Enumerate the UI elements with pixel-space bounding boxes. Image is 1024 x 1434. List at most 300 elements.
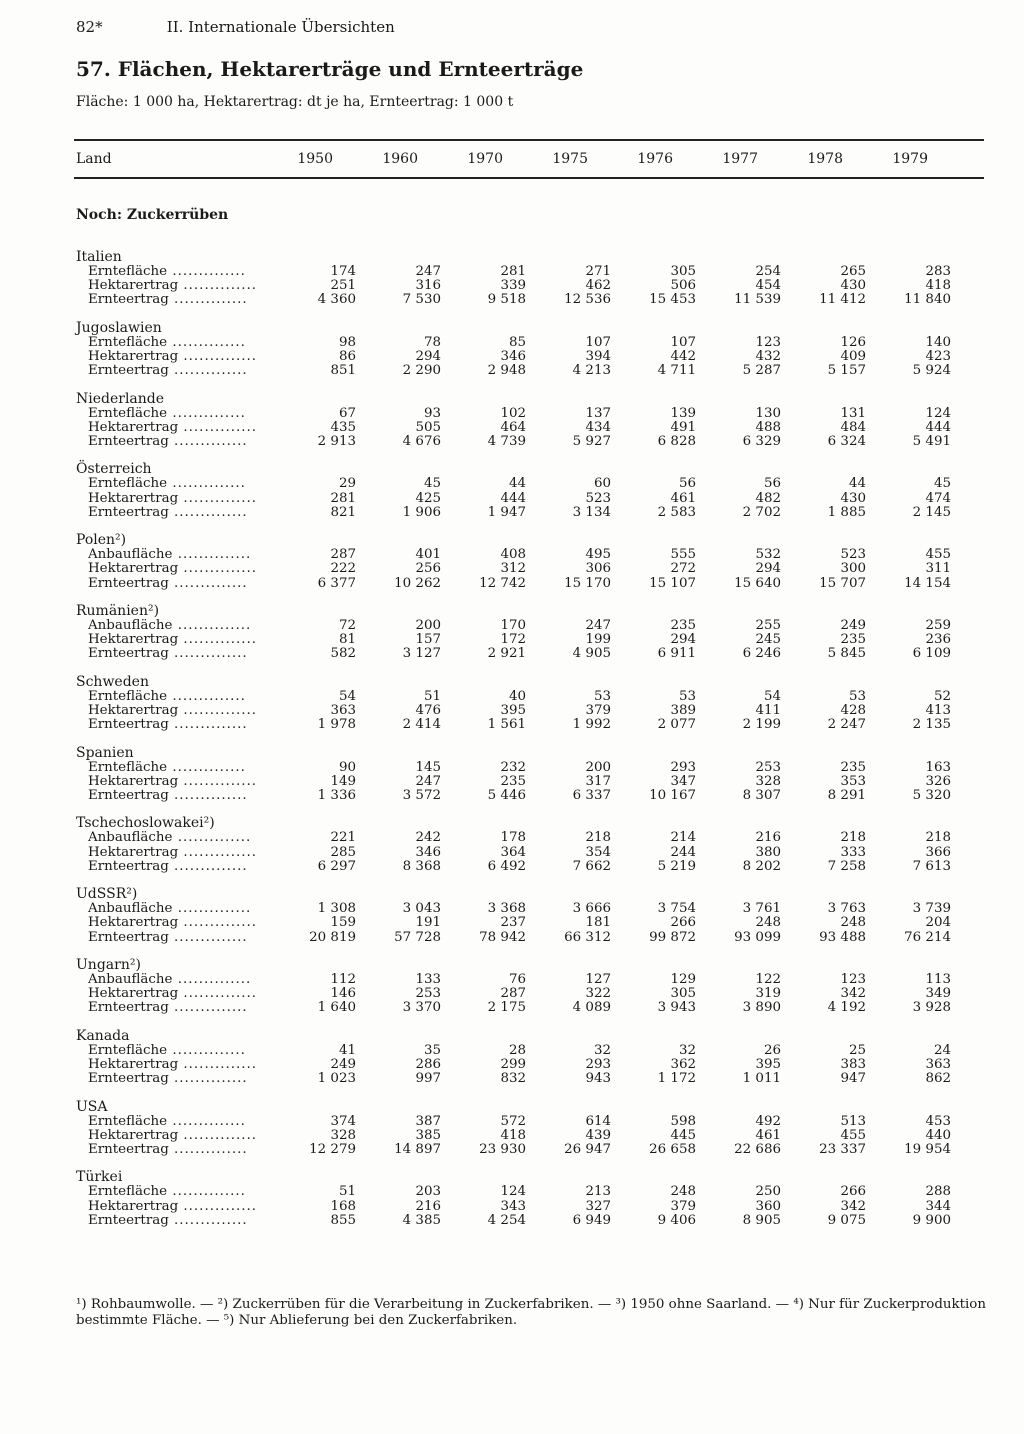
table-cell: 45 <box>423 476 441 492</box>
table-cell: 8 202 <box>742 858 781 874</box>
row-label <box>76 407 282 421</box>
table-cell: 2 583 <box>657 504 696 520</box>
year-header: 1960 <box>382 151 418 167</box>
row-label-text: Hektarertrag <box>88 279 179 294</box>
table-cell: 476 <box>415 702 441 718</box>
table-cell: 491 <box>670 419 696 435</box>
table-cell: 389 <box>670 702 696 718</box>
table-cell: 455 <box>840 1127 866 1143</box>
table-cell: 10 167 <box>649 787 696 803</box>
table-row <box>76 1044 956 1058</box>
leader-dots: .............. <box>178 1199 258 1214</box>
leader-dots: .............. <box>168 788 248 803</box>
table-cell: 862 <box>925 1071 951 1087</box>
country-name: USA <box>76 1098 108 1115</box>
table-cell: 253 <box>755 759 781 775</box>
country-name: Rumänien²) <box>76 602 160 619</box>
table-cell: 248 <box>670 1184 696 1200</box>
country-name: Spanien <box>76 744 134 761</box>
table-cell: 85 <box>508 334 526 350</box>
table-cell: 248 <box>755 915 781 931</box>
table-cell: 488 <box>755 419 781 435</box>
table-cell: 506 <box>670 278 696 294</box>
footnote: ¹) Rohbaumwolle. — ²) Zuckerrüben für die Verarbeitung in Zuckerfabriken. — ³) 1950 ohne Saarland. — ⁴) Nur für Zuckerproduktion bestimmte Fläche. — ⁵) Nur Ablieferung bei den Zuckerfabriken. <box>76 1297 986 1328</box>
row-label-text: Hektarertrag <box>88 987 179 1002</box>
leader-dots: .............. <box>168 718 248 733</box>
row-label <box>76 293 282 307</box>
table-cell: 354 <box>585 844 611 860</box>
country-block <box>76 604 956 675</box>
table-cell: 326 <box>925 773 951 789</box>
country-name: Schweden <box>76 673 149 690</box>
table-cell: 163 <box>925 759 951 775</box>
leader-dots: .............. <box>178 774 258 789</box>
table-cell: 86 <box>338 348 356 364</box>
table-cell: 947 <box>840 1071 866 1087</box>
table-cell: 247 <box>415 773 441 789</box>
table-cell: 244 <box>670 844 696 860</box>
table-cell: 4 089 <box>572 1000 611 1016</box>
leader-dots: .............. <box>172 618 252 633</box>
leader-dots: .............. <box>172 972 252 987</box>
row-label-text: Hektarertrag <box>88 1199 179 1214</box>
country-name: Italien <box>76 249 122 265</box>
table-cell: 505 <box>415 419 441 435</box>
table-cell: 418 <box>500 1127 526 1143</box>
table-row <box>76 846 956 860</box>
table-cell: 12 742 <box>479 575 526 591</box>
table-cell: 482 <box>755 490 781 506</box>
table-row <box>76 492 956 506</box>
row-label-text: Anbaufläche <box>88 972 173 987</box>
row-label <box>76 562 282 576</box>
table-cell: 57 728 <box>394 929 441 945</box>
leader-dots: .............. <box>167 406 246 421</box>
row-label <box>76 931 282 945</box>
table-cell: 614 <box>585 1113 611 1129</box>
table-cell: 172 <box>500 632 526 648</box>
country-block <box>76 533 956 604</box>
table-cell: 191 <box>415 915 441 931</box>
table-cell: 2 921 <box>487 646 526 662</box>
row-label <box>76 492 282 506</box>
table-cell: 123 <box>840 971 866 987</box>
leader-dots: .............. <box>168 505 248 520</box>
row-label-text: Erntefläche <box>88 1185 168 1200</box>
table-cell: 237 <box>500 915 526 931</box>
table-cell: 102 <box>500 405 526 421</box>
row-label-text: Erntefläche <box>88 760 168 775</box>
table-cell: 4 360 <box>317 292 356 308</box>
country-name: Niederlande <box>76 390 165 407</box>
table-cell: 327 <box>585 1198 611 1214</box>
row-label <box>76 1200 282 1214</box>
table-cell: 8 905 <box>742 1212 781 1228</box>
row-label <box>76 506 282 520</box>
table-cell: 305 <box>670 264 696 279</box>
table-cell: 317 <box>585 773 611 789</box>
table-cell: 9 900 <box>912 1212 951 1228</box>
leader-dots: .............. <box>178 703 258 718</box>
table-cell: 218 <box>925 830 951 846</box>
leader-dots: .............. <box>168 1072 248 1087</box>
row-label-text: Ernteertrag <box>88 576 169 591</box>
table-cell: 107 <box>670 334 696 350</box>
table-cell: 218 <box>585 830 611 846</box>
table-cell: 5 219 <box>657 858 696 874</box>
table-cell: 76 <box>508 971 526 987</box>
table-cell: 464 <box>500 419 526 435</box>
country-block <box>76 250 956 321</box>
row-label-text: Anbaufläche <box>88 548 173 563</box>
table-row <box>76 902 956 916</box>
table-cell: 131 <box>840 405 866 421</box>
leader-dots: .............. <box>172 548 252 563</box>
row-label <box>76 690 282 704</box>
table-cell: 444 <box>925 419 951 435</box>
table-cell: 5 927 <box>572 433 611 449</box>
leader-dots: .............. <box>168 859 248 874</box>
leader-dots: .............. <box>178 491 258 506</box>
table-cell: 299 <box>500 1056 526 1072</box>
table-cell: 19 954 <box>904 1141 951 1157</box>
table-cell: 2 414 <box>402 717 441 733</box>
country-block <box>76 887 956 958</box>
leader-dots: .............. <box>167 477 246 492</box>
table-cell: 203 <box>415 1184 441 1200</box>
row-label-text: Hektarertrag <box>88 1128 179 1143</box>
table-cell: 15 707 <box>819 575 866 591</box>
table-cell: 300 <box>840 561 866 577</box>
data-table <box>76 250 956 1241</box>
table-cell: 56 <box>678 476 696 492</box>
table-cell: 29 <box>338 476 356 492</box>
table-cell: 2 948 <box>487 363 526 379</box>
table-cell: 5 320 <box>912 787 951 803</box>
row-label-text: Erntefläche <box>88 477 168 492</box>
table-cell: 253 <box>415 986 441 1002</box>
table-cell: 28 <box>508 1042 526 1058</box>
table-cell: 293 <box>585 1056 611 1072</box>
header-rule <box>74 177 984 179</box>
table-cell: 51 <box>423 688 441 704</box>
table-cell: 1 947 <box>487 504 526 520</box>
country-block <box>76 392 956 463</box>
table-cell: 513 <box>840 1113 866 1129</box>
table-cell: 401 <box>415 547 441 563</box>
row-label-text: Ernteertrag <box>88 718 169 733</box>
table-cell: 10 262 <box>394 575 441 591</box>
table-cell: 124 <box>500 1184 526 1200</box>
table-cell: 6 109 <box>912 646 951 662</box>
table-cell: 53 <box>678 688 696 704</box>
row-label <box>76 421 282 435</box>
row-label <box>76 973 282 987</box>
row-label <box>76 916 282 930</box>
table-cell: 4 192 <box>827 1000 866 1016</box>
table-row <box>76 562 956 576</box>
row-label <box>76 1115 282 1129</box>
table-cell: 26 658 <box>649 1141 696 1157</box>
row-label-text: Hektarertrag <box>88 916 179 931</box>
row-label <box>76 364 282 378</box>
table-cell: 444 <box>500 490 526 506</box>
table-cell: 3 763 <box>827 901 866 917</box>
table-cell: 3 943 <box>657 1000 696 1016</box>
table-cell: 7 613 <box>912 858 951 874</box>
row-label-text: Ernteertrag <box>88 859 169 874</box>
table-cell: 344 <box>925 1198 951 1214</box>
table-row <box>76 1072 956 1086</box>
table-cell: 40 <box>508 688 526 704</box>
table-cell: 454 <box>755 278 781 294</box>
table-cell: 283 <box>925 264 951 279</box>
table-cell: 2 247 <box>827 717 866 733</box>
table-cell: 140 <box>925 334 951 350</box>
row-label <box>76 1044 282 1058</box>
table-cell: 281 <box>500 264 526 279</box>
table-cell: 245 <box>755 632 781 648</box>
table-cell: 15 640 <box>734 575 781 591</box>
table-cell: 2 702 <box>742 504 781 520</box>
table-cell: 9 406 <box>657 1212 696 1228</box>
row-label <box>76 577 282 591</box>
table-cell: 32 <box>678 1042 696 1058</box>
row-label <box>76 1214 282 1228</box>
table-cell: 44 <box>508 476 526 492</box>
table-cell: 418 <box>925 278 951 294</box>
country-name: Ungarn²) <box>76 956 141 973</box>
table-cell: 312 <box>500 561 526 577</box>
table-cell: 287 <box>330 547 356 563</box>
table-cell: 1 640 <box>317 1000 356 1016</box>
table-cell: 99 872 <box>649 929 696 945</box>
leader-dots: .............. <box>168 930 248 945</box>
table-cell: 78 942 <box>479 929 526 945</box>
row-label-text: Ernteertrag <box>88 1213 169 1228</box>
row-label-text: Anbaufläche <box>88 831 173 846</box>
leader-dots: .............. <box>167 1043 246 1058</box>
table-cell: 2 913 <box>317 433 356 449</box>
table-row <box>76 831 956 845</box>
table-cell: 204 <box>925 915 951 931</box>
table-cell: 6 492 <box>487 858 526 874</box>
table-cell: 855 <box>330 1212 356 1228</box>
table-cell: 439 <box>585 1127 611 1143</box>
row-label-text: Ernteertrag <box>88 293 169 308</box>
table-cell: 23 930 <box>479 1141 526 1157</box>
row-label-text: Ernteertrag <box>88 788 169 803</box>
table-cell: 997 <box>415 1071 441 1087</box>
leader-dots: .............. <box>178 349 258 364</box>
row-label <box>76 1072 282 1086</box>
table-cell: 93 488 <box>819 929 866 945</box>
table-row <box>76 931 956 945</box>
table-cell: 66 312 <box>564 929 611 945</box>
table-cell: 72 <box>338 617 356 633</box>
table-cell: 342 <box>840 986 866 1002</box>
leader-dots: .............. <box>168 293 248 308</box>
table-cell: 851 <box>330 363 356 379</box>
table-row <box>76 364 956 378</box>
table-cell: 322 <box>585 986 611 1002</box>
table-cell: 316 <box>415 278 441 294</box>
table-cell: 461 <box>755 1127 781 1143</box>
table-cell: 174 <box>330 264 356 279</box>
row-label-text: Erntefläche <box>88 1114 168 1129</box>
table-cell: 3 666 <box>572 901 611 917</box>
table-cell: 78 <box>423 334 441 350</box>
table-cell: 93 <box>423 405 441 421</box>
table-cell: 523 <box>840 547 866 563</box>
row-label-text: Hektarertrag <box>88 845 179 860</box>
leader-dots: .............. <box>168 647 248 662</box>
table-cell: 428 <box>840 702 866 718</box>
table-cell: 235 <box>840 632 866 648</box>
table-cell: 2 199 <box>742 717 781 733</box>
row-label <box>76 860 282 874</box>
table-cell: 6 949 <box>572 1212 611 1228</box>
table-cell: 366 <box>925 844 951 860</box>
table-cell: 7 662 <box>572 858 611 874</box>
table-cell: 159 <box>330 915 356 931</box>
table-cell: 293 <box>670 759 696 775</box>
row-label <box>76 718 282 732</box>
section-label: Noch: Zuckerrüben <box>76 207 229 223</box>
table-cell: 3 127 <box>402 646 441 662</box>
year-header: 1978 <box>807 151 843 167</box>
table-cell: 3 761 <box>742 901 781 917</box>
table-cell: 4 213 <box>572 363 611 379</box>
table-cell: 2 135 <box>912 717 951 733</box>
table-cell: 380 <box>755 844 781 860</box>
table-cell: 8 307 <box>742 787 781 803</box>
table-row <box>76 435 956 449</box>
table-cell: 133 <box>415 971 441 987</box>
table-cell: 5 157 <box>827 363 866 379</box>
table-cell: 294 <box>755 561 781 577</box>
row-label-text: Erntefläche <box>88 689 168 704</box>
table-cell: 54 <box>338 688 356 704</box>
page-header <box>76 18 395 36</box>
column-header-land: Land <box>76 151 112 167</box>
table-cell: 445 <box>670 1127 696 1143</box>
table-cell: 434 <box>585 419 611 435</box>
table-row <box>76 1001 956 1015</box>
table-cell: 387 <box>415 1113 441 1129</box>
table-cell: 328 <box>755 773 781 789</box>
table-cell: 249 <box>840 617 866 633</box>
table-cell: 1 992 <box>572 717 611 733</box>
year-header: 1976 <box>637 151 673 167</box>
table-cell: 425 <box>415 490 441 506</box>
table-cell: 20 819 <box>309 929 356 945</box>
table-cell: 286 <box>415 1056 441 1072</box>
table-row <box>76 293 956 307</box>
table-row <box>76 350 956 364</box>
table-cell: 2 175 <box>487 1000 526 1016</box>
year-header: 1975 <box>552 151 588 167</box>
table-row <box>76 987 956 1001</box>
table-cell: 5 491 <box>912 433 951 449</box>
country-block <box>76 746 956 817</box>
table-cell: 122 <box>755 971 781 987</box>
row-label <box>76 902 282 916</box>
table-cell: 385 <box>415 1127 441 1143</box>
table-cell: 127 <box>585 971 611 987</box>
table-cell: 56 <box>763 476 781 492</box>
table-cell: 353 <box>840 773 866 789</box>
country-block <box>76 675 956 746</box>
table-row <box>76 477 956 491</box>
table-cell: 145 <box>415 759 441 775</box>
row-label-text: Ernteertrag <box>88 647 169 662</box>
row-label-text: Erntefläche <box>88 406 168 421</box>
row-label-text: Anbaufläche <box>88 618 173 633</box>
table-cell: 93 099 <box>734 929 781 945</box>
table-row <box>76 506 956 520</box>
leader-dots: .............. <box>168 576 248 591</box>
table-cell: 15 107 <box>649 575 696 591</box>
row-label <box>76 987 282 1001</box>
row-label <box>76 1058 282 1072</box>
table-row <box>76 548 956 562</box>
table-cell: 5 845 <box>827 646 866 662</box>
country-name: Jugoslawien <box>76 319 162 336</box>
table-cell: 221 <box>330 830 356 846</box>
table-cell: 440 <box>925 1127 951 1143</box>
table-cell: 363 <box>925 1056 951 1072</box>
table-cell: 9 075 <box>827 1212 866 1228</box>
table-cell: 7 530 <box>402 292 441 308</box>
table-cell: 411 <box>755 702 781 718</box>
table-cell: 6 246 <box>742 646 781 662</box>
table-cell: 170 <box>500 617 526 633</box>
table-cell: 423 <box>925 348 951 364</box>
table-row <box>76 407 956 421</box>
table-cell: 67 <box>338 405 356 421</box>
table-cell: 364 <box>500 844 526 860</box>
table-cell: 249 <box>330 1056 356 1072</box>
year-header: 1950 <box>297 151 333 167</box>
row-label-text: Hektarertrag <box>88 633 179 648</box>
table-cell: 333 <box>840 844 866 860</box>
table-cell: 107 <box>585 334 611 350</box>
table-cell: 123 <box>755 334 781 350</box>
table-cell: 216 <box>415 1198 441 1214</box>
table-cell: 44 <box>848 476 866 492</box>
table-row <box>76 761 956 775</box>
table-cell: 349 <box>925 986 951 1002</box>
table-cell: 408 <box>500 547 526 563</box>
leader-dots: .............. <box>168 364 248 379</box>
table-row <box>76 690 956 704</box>
leader-dots: .............. <box>167 689 246 704</box>
table-cell: 236 <box>925 632 951 648</box>
table-cell: 4 711 <box>657 363 696 379</box>
table-cell: 14 897 <box>394 1141 441 1157</box>
leader-dots: .............. <box>172 831 252 846</box>
table-cell: 363 <box>330 702 356 718</box>
table-subtitle: Fläche: 1 000 ha, Hektarertrag: dt je ha, Ernteertrag: 1 000 t <box>76 94 514 110</box>
row-label <box>76 435 282 449</box>
table-cell: 2 145 <box>912 504 951 520</box>
table-cell: 6 377 <box>317 575 356 591</box>
row-label-text: Ernteertrag <box>88 930 169 945</box>
table-cell: 821 <box>330 504 356 520</box>
table-cell: 1 906 <box>402 504 441 520</box>
table-cell: 4 905 <box>572 646 611 662</box>
